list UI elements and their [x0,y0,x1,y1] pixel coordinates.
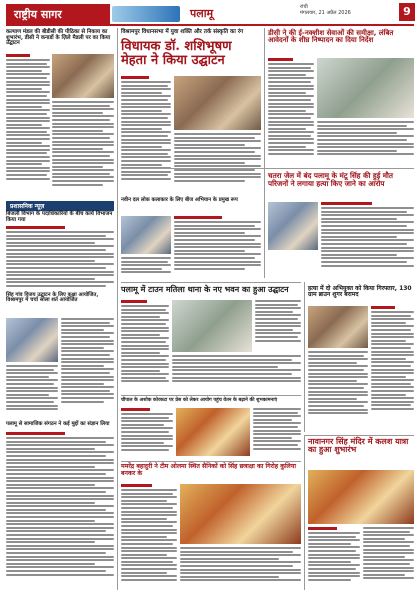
story-2-body [121,76,171,194]
story-2-photo [174,76,261,130]
headline-story-6: चतरा जेल में बंद पलामू के मंटू सिंह की हुई मौत परिजनों ने लगाया हत्या किए जाने का आरोप [268,171,393,188]
headline-story-13: पलामू से सामाजिक संगठन ने कई मुद्दों का संज्ञान लिया [6,421,110,427]
section-label: राष्ट्रीय सागर [6,4,110,24]
story-8-body [371,306,414,428]
column-rule-2 [264,28,265,278]
headline-story-12: नावानगर सिंह मंदिर में कलश यात्रा का हुआ शुभारंभ [308,437,409,455]
story-9-body-2 [121,257,171,280]
story-13-body [6,432,114,590]
story-6-body [321,202,414,278]
page-section-title: पलामू [190,7,214,20]
story-12-rule [304,435,414,436]
story-7-body [121,300,169,392]
story-11-body-2 [180,547,301,590]
section-band: प्रशासनिक न्यूज़ [6,201,114,211]
story-12-photo [308,470,414,524]
story-1-body [6,54,50,199]
story-10-photo [176,408,250,456]
headline-story-3: डीसी ने की ई-नक्शीश सेवाओं की समीक्षा, लंबित आवेदनों के शीघ्र निष्पादन का दिया निर्देश [268,29,394,45]
story-7-rule [121,282,301,283]
story-1-body-2 [52,101,114,199]
headline-story-1: कल्याण मंडल की बीडीसी की पीठिका से निकाय का शुभारंभ, डीसी ने कनाडों के ज़िले मैडली पर का किया उद्घाटन [6,29,111,47]
story-1-photo [52,54,114,98]
story-3-body-2 [317,121,414,166]
headline-story-11: ममरेंद्र बहादुरी ने टीम ओलमा स्थित सैनिकों को सिंह छत्राक्षा का गिरोह कुलिया बनकर के [121,463,296,477]
story-5-body-2 [6,365,58,419]
story-9-body [174,216,261,280]
story-12-body-2 [363,527,414,590]
headline-story-7: पलामू में टाउन मतिला थाना के नए भवन का हुआ उद्घाटन [121,285,289,294]
story-10-body [121,408,173,458]
story-7-body-2 [172,355,301,392]
story-11-rule [121,461,301,462]
headline-story-8: हत्या में दो अभियुक्त को किया गिरफ्तार, 130 ग्राम ब्राउन शुगर बरामद [308,285,412,299]
story-10-rule [121,395,301,396]
column-rule-4 [304,435,305,590]
story-10-body-2 [253,408,301,458]
story-5-body [61,318,114,418]
story-5-photo [6,318,58,362]
story-8-body-2 [308,351,368,428]
newspaper-logo-icon [112,6,180,22]
story-3-photo [317,58,414,118]
story-3-body [268,58,314,166]
story-11-photo [180,484,301,544]
story-4-body [6,226,114,290]
story-11-body [121,484,177,590]
dateline: रांची मंगलवार, 21 अप्रैल 2026 [300,4,351,16]
story-6-photo [268,202,318,250]
column-rule-3 [304,282,305,432]
story-9-photo [121,216,171,254]
headline-story-4: बिजली विभाग के पदाधिकारियों के बीच कार्य विभाजन किया गया [6,211,113,223]
headline-story-10: चौपाल के अशोक कोरकटा पर प्रेस को लेकर आयोग पहुंच वेतन के बढ़ाने की शुभकामनाएं [121,398,278,403]
headline-story-2: विधायक डॉ. शशिभूषण मेहता ने किया उद्घाटन [121,39,232,68]
kicker-story-2: विश्रामपुर विधानसभा में युवा शक्ति और तर्क संस्कृति का रंग [121,29,244,35]
headline-story-5: सिंह गांव विजय उद्घाटन के लिए कक्षा आयोजित, विश्रामपुर में चर्चा सोला शर्त आयोजित [6,292,99,304]
story-7-photo [172,300,252,352]
masthead [0,0,420,26]
story-12-body [308,527,360,590]
headline-story-9: नवीन दल लोक कलाकार के लिए बीज अभियान के प्रमुख रूप [121,197,238,203]
page-number: 9 [399,3,415,21]
story-2-body-2 [174,133,261,194]
story-6-rule [121,168,414,169]
story-8-photo [308,306,368,348]
story-7-body-3 [255,300,301,352]
column-rule-1 [117,28,118,590]
masthead-rule [6,24,414,26]
